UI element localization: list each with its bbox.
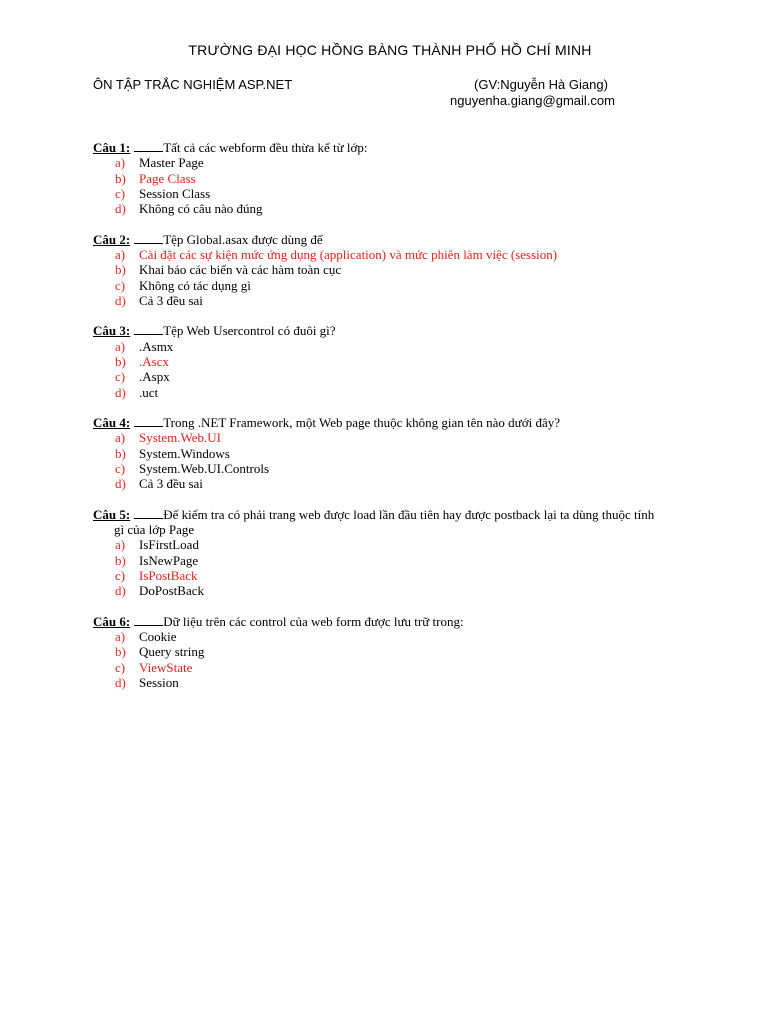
option-letter: c) — [115, 369, 126, 385]
answer-blank — [134, 415, 163, 427]
option-letter: c) — [115, 567, 126, 583]
question-6 — [93, 614, 713, 690]
option-a-correct — [93, 247, 713, 262]
option-c — [93, 278, 713, 293]
option-letter: b) — [115, 353, 126, 369]
option-d — [93, 385, 713, 400]
option-letter: d) — [115, 201, 126, 217]
option-text: .Asmx — [139, 338, 174, 354]
option-d — [93, 201, 713, 216]
option-d — [93, 476, 713, 491]
question-text: Dữ liệu trên các control của web form được lưu trữ trong: — [163, 613, 464, 629]
option-a — [93, 629, 713, 644]
school-title: TRƯỜNG ĐẠI HỌC HỒNG BÀNG THÀNH PHỐ HỒ CHÍ MINH — [188, 42, 592, 58]
option-letter: c) — [115, 460, 126, 476]
option-letter: a) — [115, 628, 126, 644]
option-text: ViewState — [139, 659, 193, 675]
option-letter: a) — [115, 537, 126, 553]
option-letter: b) — [115, 445, 126, 461]
question-text-continuation: gì của lớp Page — [114, 521, 195, 537]
option-text: IsPostBack — [139, 567, 198, 583]
option-letter: b) — [115, 170, 126, 186]
answer-blank — [134, 507, 163, 519]
option-text: IsFirstLoad — [139, 537, 199, 553]
option-d — [93, 583, 713, 598]
option-text: Không có câu nào đúng — [139, 201, 263, 217]
option-a — [93, 537, 713, 552]
question-label: Câu 5: — [93, 506, 131, 522]
question-1 — [93, 140, 713, 216]
option-letter: a) — [115, 155, 126, 171]
option-b — [93, 553, 713, 568]
question-header — [93, 415, 713, 430]
question-header — [93, 323, 713, 338]
question-header — [93, 614, 713, 629]
question-header — [93, 232, 713, 247]
option-letter: d) — [115, 384, 126, 400]
answer-blank — [134, 323, 163, 335]
option-letter: a) — [115, 338, 126, 354]
question-5 — [93, 507, 713, 599]
question-text: Tệp Global.asax được dùng để — [163, 231, 323, 247]
option-letter: b) — [115, 552, 126, 568]
option-letter: c) — [115, 277, 126, 293]
option-letter: a) — [115, 246, 126, 262]
option-b — [93, 644, 713, 659]
option-text: Khai báo các biến và các hàm toàn cục — [139, 262, 342, 278]
option-b — [93, 262, 713, 277]
option-text: .Aspx — [139, 369, 170, 385]
question-text: Tất cả các webform đều thừa kế từ lớp: — [163, 140, 368, 155]
option-a — [93, 155, 713, 170]
option-b-correct — [93, 354, 713, 369]
option-letter: a) — [115, 430, 126, 446]
option-letter: d) — [115, 583, 126, 599]
answer-blank — [134, 140, 163, 152]
question-2 — [93, 232, 713, 308]
option-text: IsNewPage — [139, 552, 199, 568]
teacher-email: nguyenha.giang@gmail.com — [450, 93, 615, 108]
document-subtitle: ÔN TẬP TRẮC NGHIỆM ASP.NET — [93, 77, 293, 92]
question-label: Câu 4: — [93, 415, 131, 431]
option-text: System.Web.UI — [139, 430, 221, 446]
option-text: System.Windows — [139, 445, 230, 461]
question-label: Câu 3: — [93, 323, 131, 339]
option-text: Page Class — [139, 170, 196, 186]
option-letter: d) — [115, 476, 126, 492]
option-letter: b) — [115, 262, 126, 278]
question-header — [93, 507, 713, 522]
question-3 — [93, 323, 713, 399]
option-c — [93, 369, 713, 384]
option-c — [93, 186, 713, 201]
option-text: Cài đặt các sự kiện mức ứng dụng (application) và mức phiên làm việc (session) — [139, 246, 558, 262]
option-text: Cookie — [139, 628, 177, 644]
option-text: Không có tác dụng gì — [139, 277, 251, 293]
question-list — [93, 140, 713, 705]
option-letter: d) — [115, 292, 126, 308]
option-b-correct — [93, 171, 713, 186]
question-text: Trong .NET Framework, một Web page thuộc không gian tên nào dưới đây? — [163, 415, 560, 431]
question-text: Để kiểm tra có phải trang web được load lần đầu tiên hay được postback lại ta dùng thuộc tính — [163, 506, 655, 522]
answer-blank — [134, 614, 163, 626]
question-label: Câu 6: — [93, 613, 131, 629]
question-4 — [93, 415, 713, 491]
option-text: Cả 3 đều sai — [139, 476, 203, 492]
question-text: Tệp Web Usercontrol có đuôi gì? — [163, 323, 336, 339]
option-b — [93, 446, 713, 461]
answer-blank — [134, 232, 163, 244]
option-text: System.Web.UI.Controls — [139, 460, 270, 476]
question-header — [93, 140, 713, 155]
option-text: .Ascx — [139, 353, 169, 369]
option-text: .uct — [139, 384, 159, 400]
option-text: DoPostBack — [139, 583, 204, 599]
question-label: Câu 1: — [93, 140, 131, 155]
option-text: Session Class — [139, 185, 211, 201]
option-letter: b) — [115, 644, 126, 660]
option-c-correct — [93, 660, 713, 675]
option-c — [93, 461, 713, 476]
option-d — [93, 293, 713, 308]
option-letter: c) — [115, 659, 126, 675]
option-text: Master Page — [139, 155, 204, 171]
option-d — [93, 675, 713, 690]
question-label: Câu 2: — [93, 231, 131, 247]
teacher-name: (GV:Nguyễn Hà Giang) — [474, 77, 608, 92]
option-a-correct — [93, 430, 713, 445]
option-letter: d) — [115, 674, 126, 690]
option-text: Query string — [139, 644, 205, 660]
option-letter: c) — [115, 185, 126, 201]
option-text: Cả 3 đều sai — [139, 292, 203, 308]
option-text: Session — [139, 674, 179, 690]
option-c-correct — [93, 568, 713, 583]
option-a — [93, 339, 713, 354]
